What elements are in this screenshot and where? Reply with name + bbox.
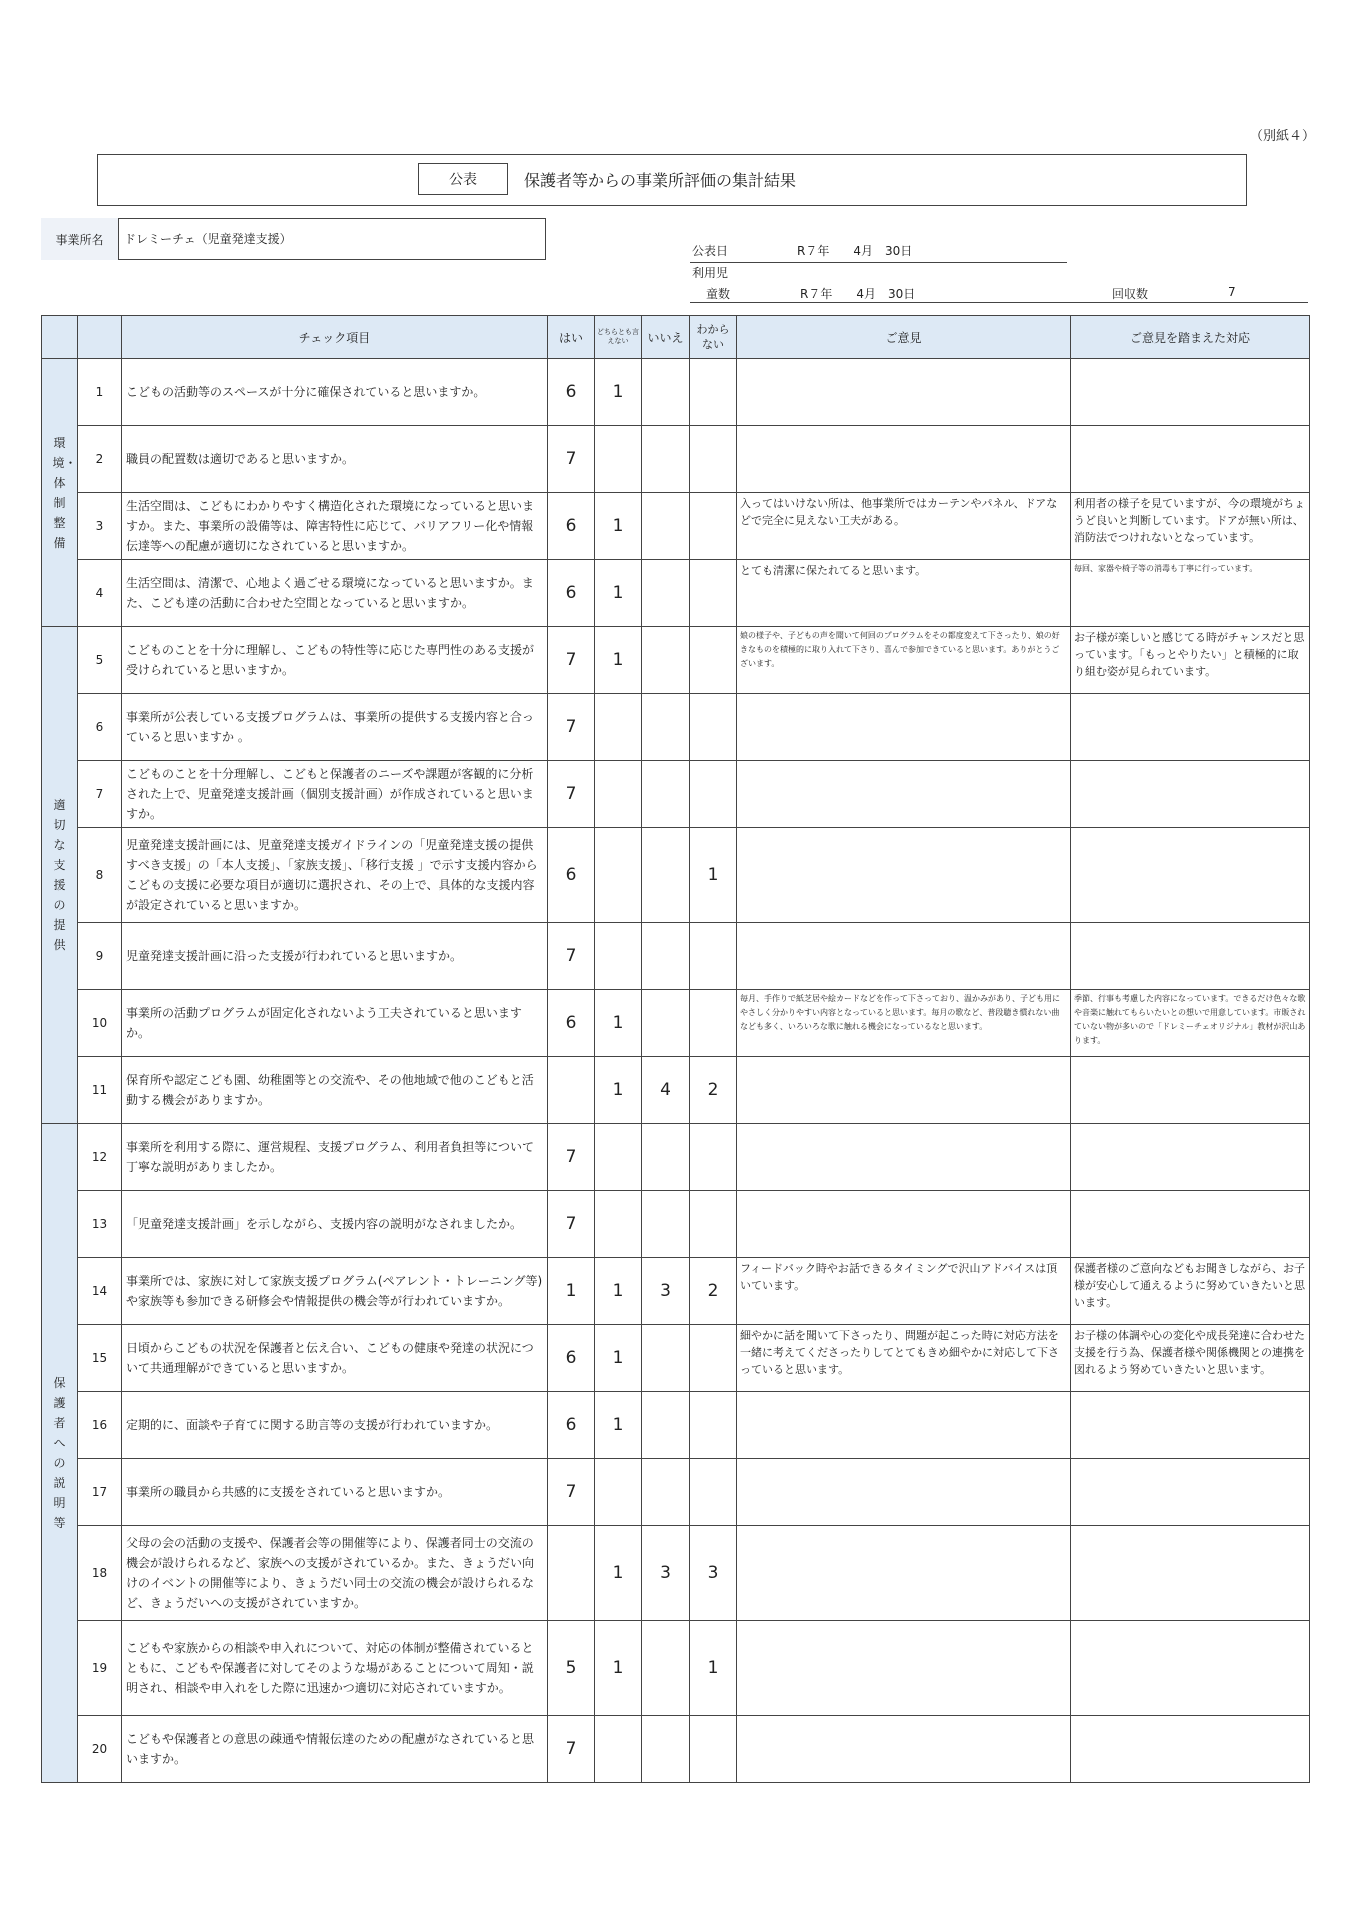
header-yes: はい	[548, 316, 595, 359]
answer-neither	[595, 426, 642, 493]
answer-unknown	[690, 493, 737, 560]
answer-yes: 7	[548, 1191, 595, 1258]
response-text	[1071, 1191, 1310, 1258]
answer-neither	[595, 1124, 642, 1191]
publication-date: R７年 4月 30日	[797, 244, 913, 258]
question-text: 父母の会の活動の支援や、保護者会等の開催等により、保護者同士の交流の機会が設けられるなど、家族への支援がされているか。また、きょうだい向けのイベントの開催等により、きょうだい同士の交流の機会が設けられるなど、きょうだいへの支援がされていますか。	[122, 1526, 548, 1621]
answer-yes: 6	[548, 1325, 595, 1392]
answer-neither	[595, 1459, 642, 1526]
item-number: 10	[78, 990, 122, 1057]
question-text: 事業所の活動プログラムが固定化されないよう工夫されていると思いますか。	[122, 990, 548, 1057]
count-underline	[690, 302, 1308, 303]
answer-unknown: 1	[690, 828, 737, 923]
answer-yes: 7	[548, 1459, 595, 1526]
answer-no: 3	[642, 1526, 690, 1621]
answer-no	[642, 1392, 690, 1459]
answer-neither: 1	[595, 1258, 642, 1325]
answer-no	[642, 923, 690, 990]
item-number: 1	[78, 359, 122, 426]
table-row	[42, 694, 1310, 761]
answer-no	[642, 990, 690, 1057]
answer-no	[642, 761, 690, 828]
opinion-text	[737, 1716, 1071, 1783]
answer-unknown	[690, 560, 737, 627]
answer-yes: 6	[548, 560, 595, 627]
answer-neither: 1	[595, 1392, 642, 1459]
table-row	[42, 923, 1310, 990]
category-label: 適切な支援の提供	[53, 798, 66, 952]
answer-unknown	[690, 694, 737, 761]
response-text	[1071, 761, 1310, 828]
answer-neither: 1	[595, 1325, 642, 1392]
answer-no	[642, 828, 690, 923]
question-text: こどもの活動等のスペースが十分に確保されていると思いますか。	[122, 359, 548, 426]
answer-neither	[595, 1191, 642, 1258]
answer-neither: 1	[595, 990, 642, 1057]
opinion-text	[737, 1057, 1071, 1124]
response-text	[1071, 1124, 1310, 1191]
item-number: 13	[78, 1191, 122, 1258]
item-number: 19	[78, 1621, 122, 1716]
question-text: こどものことを十分理解し、こどもと保護者のニーズや課題が客観的に分析された上で、児童発達支援計画（個別支援計画）が作成されていると思いますか。	[122, 761, 548, 828]
question-text: こどもや保護者との意思の疎通や情報伝達のための配慮がなされていると思いますか。	[122, 1716, 548, 1783]
question-text: 「児童発達支援計画」を示しながら、支援内容の説明がなされましたか。	[122, 1191, 548, 1258]
answer-unknown	[690, 627, 737, 694]
response-text	[1071, 694, 1310, 761]
question-text: 児童発達支援計画に沿った支援が行われていると思いますか。	[122, 923, 548, 990]
answer-no	[642, 493, 690, 560]
table-row	[42, 1621, 1310, 1716]
header-number	[78, 316, 122, 359]
answer-yes: 7	[548, 426, 595, 493]
opinion-text	[737, 828, 1071, 923]
answer-yes: 7	[548, 627, 595, 694]
answer-neither: 1	[595, 493, 642, 560]
facility-label: 事業所名	[41, 218, 119, 260]
facility-name: ドレミーチェ（児童発達支援）	[124, 232, 292, 246]
answer-unknown	[690, 426, 737, 493]
question-text: こどものことを十分に理解し、こどもの特性等に応じた専門性のある支援が受けられていると思いますか。	[122, 627, 548, 694]
item-number: 9	[78, 923, 122, 990]
table-row	[42, 1392, 1310, 1459]
response-text	[1071, 1392, 1310, 1459]
opinion-text	[737, 761, 1071, 828]
opinion-text: 娘の様子や、子どもの声を聞いて何回のプログラムをその都度変えて下さったり、娘の好きなものを積極的に取り入れて下さり、喜んで参加できていると思います。ありがとうございます。	[737, 627, 1071, 694]
header-category	[42, 316, 78, 359]
answer-unknown	[690, 1459, 737, 1526]
answer-neither: 1	[595, 359, 642, 426]
answer-neither: 1	[595, 560, 642, 627]
answer-no	[642, 560, 690, 627]
category-cell-guardian	[42, 1124, 78, 1783]
response-text: お子様の体調や心の変化や成長発達に合わせた支援を行う為、保護者様や関係機関との連携を図れるよう努めていきたいと思います。	[1071, 1325, 1310, 1392]
table-row	[42, 828, 1310, 923]
answer-yes: 7	[548, 694, 595, 761]
question-text: 定期的に、面談や子育てに関する助言等の支援が行われていますか。	[122, 1392, 548, 1459]
answer-no	[642, 1621, 690, 1716]
header-no: いいえ	[642, 316, 690, 359]
opinion-text	[737, 694, 1071, 761]
item-number: 8	[78, 828, 122, 923]
header-check-item: チェック項目	[122, 316, 548, 359]
opinion-text	[737, 1621, 1071, 1716]
item-number: 4	[78, 560, 122, 627]
answer-yes: 7	[548, 1124, 595, 1191]
answer-unknown	[690, 1325, 737, 1392]
header-unknown: わから ない	[690, 316, 737, 359]
answer-no	[642, 1459, 690, 1526]
question-text: 日頃からこどもの状況を保護者と伝え合い、こどもの健康や発達の状況について共通理解ができていると思いますか。	[122, 1325, 548, 1392]
answer-unknown	[690, 1191, 737, 1258]
response-text	[1071, 828, 1310, 923]
answer-no	[642, 1716, 690, 1783]
answer-unknown	[690, 1124, 737, 1191]
response-text	[1071, 923, 1310, 990]
category-label: 保護者への説明等	[53, 1376, 66, 1530]
answer-no	[642, 694, 690, 761]
table-row	[42, 1057, 1310, 1124]
answer-no	[642, 1191, 690, 1258]
item-number: 2	[78, 426, 122, 493]
table-row	[42, 560, 1310, 627]
answer-unknown	[690, 1716, 737, 1783]
header-row	[42, 316, 1310, 359]
item-number: 12	[78, 1124, 122, 1191]
answer-neither	[595, 761, 642, 828]
question-text: 事業所の職員から共感的に支援をされていると思いますか。	[122, 1459, 548, 1526]
answer-no: 3	[642, 1258, 690, 1325]
response-text: 利用者の様子を見ていますが、今の環境がちょうど良いと判断しています。ドアが無い所は、消防法でつけれないとなっています。	[1071, 493, 1310, 560]
answer-unknown	[690, 923, 737, 990]
opinion-text: フィードバック時やお話できるタイミングで沢山アドバイスは頂いています。	[737, 1258, 1071, 1325]
answer-yes: 7	[548, 923, 595, 990]
answer-neither	[595, 923, 642, 990]
opinion-text: 入ってはいけない所は、他事業所ではカーテンやパネル、ドアなどで完全に見えない工夫がある。	[737, 493, 1071, 560]
question-text: こどもや家族からの相談や申入れについて、対応の体制が整備されているとともに、こどもや保護者に対してそのような場があることについて周知・説明され、相談や申入れをした際に迅速かつ適切に対応されていますか。	[122, 1621, 548, 1716]
response-text	[1071, 1526, 1310, 1621]
table-row	[42, 1526, 1310, 1621]
answer-yes	[548, 1057, 595, 1124]
answer-yes: 6	[548, 990, 595, 1057]
public-badge: 公表	[418, 163, 508, 195]
opinion-text	[737, 1191, 1071, 1258]
question-text: 保育所や認定こども園、幼稚園等との交流や、その他地域で他のこどもと活動する機会がありますか。	[122, 1057, 548, 1124]
response-text	[1071, 1621, 1310, 1716]
answer-no	[642, 627, 690, 694]
opinion-text	[737, 426, 1071, 493]
question-text: 児童発達支援計画には、児童発達支援ガイドラインの「児童発達支援の提供すべき支援」の「本人支援」、「家族支援」、「移行支援 」で示す支援内容からこどもの支援に必要な項目が適切に選択され、その上で、具体的な支援内容が設定されていると思いますか。	[122, 828, 548, 923]
answer-unknown: 1	[690, 1621, 737, 1716]
answer-no: 4	[642, 1057, 690, 1124]
answer-yes: 6	[548, 359, 595, 426]
answer-yes: 7	[548, 761, 595, 828]
users-label: 利用児	[692, 266, 729, 280]
opinion-text	[737, 1526, 1071, 1621]
opinion-text	[737, 1459, 1071, 1526]
opinion-text	[737, 923, 1071, 990]
question-text: 生活空間は、清潔で、心地よく過ごせる環境になっていると思いますか。また、こども達の活動に合わせた空間となっていると思いますか。	[122, 560, 548, 627]
answer-neither	[595, 828, 642, 923]
publication-label: 公表日	[692, 244, 729, 258]
answer-no	[642, 1124, 690, 1191]
response-text: お子様が楽しいと感じてる時がチャンスだと思っています。「もっとやりたい」と積極的に取り組む姿が見られています。	[1071, 627, 1310, 694]
response-text: 季節、行事も考慮した内容になっています。できるだけ色々な歌や音楽に触れてもらいたいとの想いで用意しています。市販されていない物が多いので「ドレミーチェオリジナル」教材が沢山あります。	[1071, 990, 1310, 1057]
response-text	[1071, 359, 1310, 426]
response-text	[1071, 1716, 1310, 1783]
answer-unknown	[690, 761, 737, 828]
item-number: 3	[78, 493, 122, 560]
item-number: 16	[78, 1392, 122, 1459]
item-number: 14	[78, 1258, 122, 1325]
response-text	[1071, 426, 1310, 493]
question-text: 事業所が公表している支援プログラムは、事業所の提供する支援内容と合っていると思いますか 。	[122, 694, 548, 761]
opinion-text	[737, 359, 1071, 426]
item-number: 5	[78, 627, 122, 694]
table-row	[42, 990, 1310, 1057]
appendix-label: （別紙４）	[1250, 129, 1316, 144]
answer-unknown	[690, 990, 737, 1057]
item-number: 6	[78, 694, 122, 761]
table-row	[42, 1124, 1310, 1191]
answer-neither: 1	[595, 1526, 642, 1621]
answer-yes: 6	[548, 828, 595, 923]
header-opinion: ご意見	[737, 316, 1071, 359]
question-text: 事業所では、家族に対して家族支援プログラム(ペアレント・トレーニング等)や家族等も参加できる研修会や情報提供の機会等が行われていますか。	[122, 1258, 548, 1325]
opinion-text: 毎月、手作りで紙芝居や絵カードなどを作って下さっており、温かみがあり、子ども用にやさしく分かりやすい内容となっていると思います。毎月の歌など、普段聴き慣れない曲なども多く、いろいろな歌に触れる機会になっているなと思います。	[737, 990, 1071, 1057]
table-row	[42, 1325, 1310, 1392]
answer-no	[642, 1325, 690, 1392]
item-number: 18	[78, 1526, 122, 1621]
item-number: 15	[78, 1325, 122, 1392]
response-text	[1071, 1459, 1310, 1526]
category-cell-environment	[42, 359, 78, 627]
count-date: R７年 4月 30日	[800, 287, 916, 301]
answer-neither	[595, 694, 642, 761]
header-response: ご意見を踏まえた対応	[1071, 316, 1310, 359]
returned-value: 7	[1228, 285, 1236, 299]
response-text: 保護者様のご意向などもお聞きしながら、お子様が安心して通えるように努めていきたいと思います。	[1071, 1258, 1310, 1325]
table-row	[42, 627, 1310, 694]
answer-neither	[595, 1716, 642, 1783]
response-text: 毎回、家器や椅子等の消毒も丁寧に行っています。	[1071, 560, 1310, 627]
table-row	[42, 1716, 1310, 1783]
answer-neither: 1	[595, 1057, 642, 1124]
evaluation-table	[41, 315, 1310, 1783]
table-row	[42, 493, 1310, 560]
response-text	[1071, 1057, 1310, 1124]
item-number: 20	[78, 1716, 122, 1783]
answer-no	[642, 359, 690, 426]
count-label: 童数	[706, 287, 731, 301]
question-text: 職員の配置数は適切であると思いますか。	[122, 426, 548, 493]
answer-no	[642, 426, 690, 493]
answer-yes: 6	[548, 493, 595, 560]
table-row	[42, 1459, 1310, 1526]
item-number: 17	[78, 1459, 122, 1526]
answer-unknown: 2	[690, 1258, 737, 1325]
opinion-text: 細やかに話を聞いて下さったり、問題が起こった時に対応方法を一緒に考えてくださったりしてとてもきめ細やかに対応して下さっていると思います。	[737, 1325, 1071, 1392]
answer-yes: 7	[548, 1716, 595, 1783]
category-cell-support	[42, 627, 78, 1124]
answer-neither: 1	[595, 1621, 642, 1716]
table-row	[42, 359, 1310, 426]
answer-unknown: 3	[690, 1526, 737, 1621]
question-text: 事業所を利用する際に、運営規程、支援プログラム、利用者負担等について丁寧な説明がありましたか。	[122, 1124, 548, 1191]
table-row	[42, 1191, 1310, 1258]
answer-yes: 1	[548, 1258, 595, 1325]
returned-label: 回収数	[1112, 287, 1149, 301]
answer-yes	[548, 1526, 595, 1621]
answer-unknown	[690, 359, 737, 426]
item-number: 11	[78, 1057, 122, 1124]
opinion-text	[737, 1392, 1071, 1459]
opinion-text: とても清潔に保たれてると思います。	[737, 560, 1071, 627]
opinion-text	[737, 1124, 1071, 1191]
question-text: 生活空間は、こどもにわかりやすく構造化された環境になっていると思いますか。また、事業所の設備等は、障害特性に応じて、バリアフリー化や情報伝達等への配慮が適切になされていると思いますか。	[122, 493, 548, 560]
publication-underline	[690, 262, 1067, 263]
answer-yes: 5	[548, 1621, 595, 1716]
answer-neither: 1	[595, 627, 642, 694]
table-row	[42, 761, 1310, 828]
answer-yes: 6	[548, 1392, 595, 1459]
answer-unknown: 2	[690, 1057, 737, 1124]
answer-unknown	[690, 1392, 737, 1459]
table-row	[42, 1258, 1310, 1325]
table-row	[42, 426, 1310, 493]
header-neither: どちらとも言えない	[595, 316, 642, 359]
page-title: 保護者等からの事業所評価の集計結果	[524, 171, 797, 190]
category-label: 環境・体制整備	[52, 435, 77, 550]
item-number: 7	[78, 761, 122, 828]
